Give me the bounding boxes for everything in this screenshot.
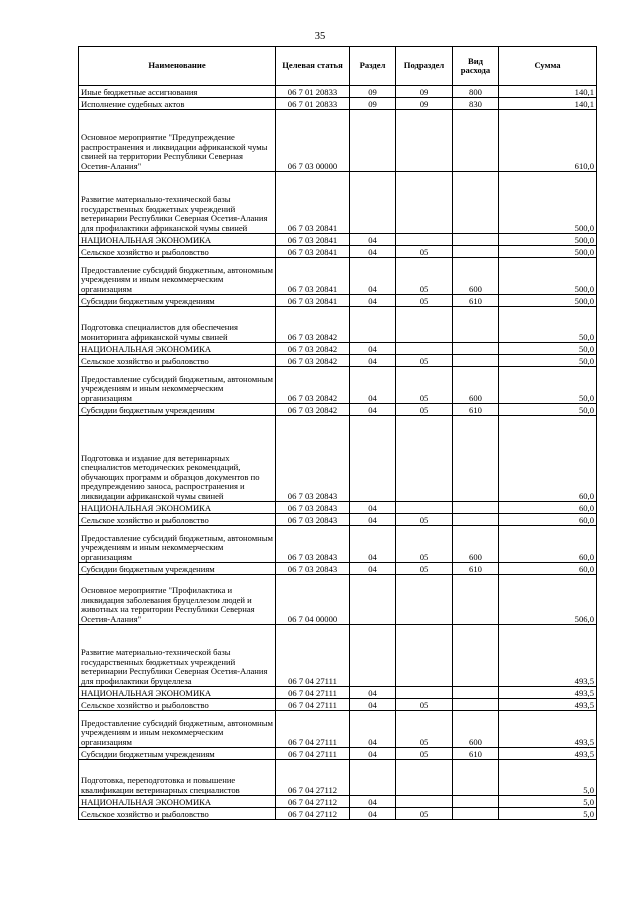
cell-sum: 60,0	[499, 514, 597, 526]
table-row	[79, 367, 597, 404]
cell-expense-type	[453, 687, 499, 699]
cell-expense-type: 610	[453, 563, 499, 575]
cell-subsection	[396, 416, 453, 502]
cell-section: 04	[350, 502, 396, 514]
cell-target: 06 7 03 20842	[276, 343, 350, 355]
cell-sum: 50,0	[499, 307, 597, 343]
table-row	[79, 404, 597, 416]
cell-section: 04	[350, 404, 396, 416]
cell-subsection: 05	[396, 258, 453, 295]
cell-subsection: 05	[396, 404, 453, 416]
table-row	[79, 172, 597, 234]
cell-name: Субсидии бюджетным учреждениям	[79, 563, 276, 575]
cell-target: 06 7 03 20843	[276, 526, 350, 563]
cell-name: Подготовка специалистов для обеспечения мониторинга африканской чумы свиней	[79, 307, 276, 343]
cell-section: 04	[350, 748, 396, 760]
table-row	[79, 234, 597, 246]
table-row	[79, 86, 597, 98]
cell-sum: 500,0	[499, 246, 597, 258]
table-row	[79, 355, 597, 367]
cell-name: НАЦИОНАЛЬНАЯ ЭКОНОМИКА	[79, 234, 276, 246]
cell-sum: 493,5	[499, 625, 597, 687]
cell-subsection	[396, 575, 453, 625]
cell-subsection	[396, 502, 453, 514]
cell-section: 09	[350, 98, 396, 110]
table-row	[79, 748, 597, 760]
cell-sum: 506,0	[499, 575, 597, 625]
cell-subsection: 05	[396, 355, 453, 367]
cell-sum: 50,0	[499, 355, 597, 367]
cell-target: 06 7 03 20842	[276, 355, 350, 367]
cell-expense-type	[453, 514, 499, 526]
cell-sum: 140,1	[499, 98, 597, 110]
cell-name: Подготовка и издание для ветеринарных специалистов методических рекомендаций, обучающих программ и образцов документов по предупреждению заноса, распространения и ликвидации африканской чумы свиней	[79, 416, 276, 502]
cell-subsection: 09	[396, 86, 453, 98]
cell-sum: 60,0	[499, 502, 597, 514]
cell-target: 06 7 03 20843	[276, 416, 350, 502]
cell-name: НАЦИОНАЛЬНАЯ ЭКОНОМИКА	[79, 687, 276, 699]
cell-expense-type	[453, 416, 499, 502]
cell-section: 04	[350, 699, 396, 711]
cell-expense-type	[453, 246, 499, 258]
cell-target: 06 7 03 00000	[276, 110, 350, 172]
cell-sum: 500,0	[499, 258, 597, 295]
cell-name: Развитие материально-технической базы государственных бюджетных учреждений ветеринарии Республики Северная Осетия-Алания для профилактики бруцеллеза	[79, 625, 276, 687]
cell-name: Предоставление субсидий бюджетным, автономным учреждениям и иным некоммерческим организациям	[79, 367, 276, 404]
cell-section: 04	[350, 295, 396, 307]
cell-sum: 5,0	[499, 796, 597, 808]
cell-expense-type	[453, 502, 499, 514]
cell-sum: 493,5	[499, 687, 597, 699]
cell-expense-type: 600	[453, 258, 499, 295]
cell-sum: 500,0	[499, 172, 597, 234]
cell-target: 06 7 04 27112	[276, 808, 350, 820]
cell-subsection	[396, 760, 453, 796]
header-subsection: Подраздел	[396, 47, 453, 86]
cell-expense-type: 830	[453, 98, 499, 110]
cell-section: 09	[350, 86, 396, 98]
cell-section: 04	[350, 343, 396, 355]
table-row	[79, 502, 597, 514]
cell-expense-type	[453, 699, 499, 711]
cell-sum: 5,0	[499, 808, 597, 820]
cell-subsection	[396, 796, 453, 808]
table-row	[79, 110, 597, 172]
cell-sum: 610,0	[499, 110, 597, 172]
table-row	[79, 699, 597, 711]
cell-target: 06 7 03 20841	[276, 258, 350, 295]
cell-section: 04	[350, 526, 396, 563]
cell-subsection: 05	[396, 526, 453, 563]
cell-subsection: 05	[396, 367, 453, 404]
cell-subsection	[396, 307, 453, 343]
cell-name: Субсидии бюджетным учреждениям	[79, 404, 276, 416]
table-row	[79, 526, 597, 563]
cell-subsection	[396, 687, 453, 699]
table-header-row	[79, 47, 597, 86]
cell-target: 06 7 04 27111	[276, 687, 350, 699]
cell-expense-type	[453, 625, 499, 687]
cell-subsection: 05	[396, 699, 453, 711]
table-row	[79, 760, 597, 796]
cell-target: 06 7 03 20841	[276, 172, 350, 234]
cell-expense-type	[453, 307, 499, 343]
cell-name: Сельское хозяйство и рыболовство	[79, 514, 276, 526]
cell-section: 04	[350, 563, 396, 575]
header-target: Целевая статья	[276, 47, 350, 86]
cell-sum: 493,5	[499, 748, 597, 760]
cell-subsection: 05	[396, 808, 453, 820]
cell-sum: 50,0	[499, 404, 597, 416]
cell-expense-type	[453, 343, 499, 355]
cell-sum: 60,0	[499, 563, 597, 575]
cell-sum: 50,0	[499, 343, 597, 355]
cell-name: НАЦИОНАЛЬНАЯ ЭКОНОМИКА	[79, 796, 276, 808]
table-row	[79, 514, 597, 526]
cell-section: 04	[350, 687, 396, 699]
table-body	[79, 86, 597, 820]
cell-subsection	[396, 234, 453, 246]
header-name: Наименование	[79, 47, 276, 86]
table-row	[79, 416, 597, 502]
cell-section	[350, 110, 396, 172]
cell-name: НАЦИОНАЛЬНАЯ ЭКОНОМИКА	[79, 502, 276, 514]
cell-name: Субсидии бюджетным учреждениям	[79, 295, 276, 307]
cell-sum: 140,1	[499, 86, 597, 98]
cell-subsection: 05	[396, 295, 453, 307]
cell-subsection: 05	[396, 514, 453, 526]
cell-name: Сельское хозяйство и рыболовство	[79, 699, 276, 711]
cell-expense-type	[453, 808, 499, 820]
cell-target: 06 7 03 20841	[276, 246, 350, 258]
cell-name: Основное мероприятие "Предупреждение распространения и ликвидации африканской чумы свиней на территории Республики Северная Осетия-Алания"	[79, 110, 276, 172]
cell-sum: 60,0	[499, 416, 597, 502]
cell-section	[350, 760, 396, 796]
cell-name: Исполнение судебных актов	[79, 98, 276, 110]
cell-section: 04	[350, 808, 396, 820]
budget-table	[78, 46, 597, 820]
cell-target: 06 7 04 27111	[276, 748, 350, 760]
cell-subsection	[396, 343, 453, 355]
table-row	[79, 258, 597, 295]
cell-expense-type: 600	[453, 711, 499, 748]
cell-subsection: 05	[396, 563, 453, 575]
table-row	[79, 98, 597, 110]
cell-section	[350, 625, 396, 687]
cell-section: 04	[350, 258, 396, 295]
cell-section	[350, 172, 396, 234]
cell-name: Предоставление субсидий бюджетным, автономным учреждениям и иным некоммерческим организациям	[79, 258, 276, 295]
cell-expense-type: 610	[453, 748, 499, 760]
cell-sum: 50,0	[499, 367, 597, 404]
table-row	[79, 625, 597, 687]
cell-section: 04	[350, 246, 396, 258]
header-section: Раздел	[350, 47, 396, 86]
cell-subsection	[396, 172, 453, 234]
table-row	[79, 295, 597, 307]
cell-expense-type: 600	[453, 367, 499, 404]
cell-name: НАЦИОНАЛЬНАЯ ЭКОНОМИКА	[79, 343, 276, 355]
cell-section: 04	[350, 711, 396, 748]
cell-subsection	[396, 625, 453, 687]
cell-target: 06 7 04 27112	[276, 760, 350, 796]
cell-section	[350, 307, 396, 343]
cell-section: 04	[350, 514, 396, 526]
cell-target: 06 7 03 20843	[276, 563, 350, 575]
cell-name: Сельское хозяйство и рыболовство	[79, 808, 276, 820]
cell-section: 04	[350, 796, 396, 808]
cell-name: Основное мероприятие "Профилактика и ликвидация заболевания бруцеллезом людей и животных на территории Республики Северная Осетия-Алания"	[79, 575, 276, 625]
cell-section	[350, 416, 396, 502]
table-row	[79, 808, 597, 820]
header-sum: Сумма	[499, 47, 597, 86]
cell-name: Подготовка, переподготовка и повышение квалификации ветеринарных специалистов	[79, 760, 276, 796]
cell-target: 06 7 04 27111	[276, 625, 350, 687]
cell-target: 06 7 03 20841	[276, 295, 350, 307]
cell-subsection: 05	[396, 246, 453, 258]
table-row	[79, 687, 597, 699]
cell-name: Предоставление субсидий бюджетным, автономным учреждениям и иным некоммерческим организациям	[79, 526, 276, 563]
cell-name: Сельское хозяйство и рыболовство	[79, 246, 276, 258]
cell-name: Субсидии бюджетным учреждениям	[79, 748, 276, 760]
cell-expense-type	[453, 234, 499, 246]
cell-name: Иные бюджетные ассигнования	[79, 86, 276, 98]
cell-target: 06 7 03 20843	[276, 514, 350, 526]
header-expense-type: Вид расхода	[453, 47, 499, 86]
cell-expense-type	[453, 355, 499, 367]
cell-expense-type: 610	[453, 295, 499, 307]
page-number: 35	[314, 31, 326, 42]
cell-sum: 493,5	[499, 711, 597, 748]
cell-sum: 5,0	[499, 760, 597, 796]
cell-target: 06 7 04 00000	[276, 575, 350, 625]
cell-expense-type	[453, 796, 499, 808]
cell-expense-type	[453, 575, 499, 625]
cell-name: Развитие материально-технической базы государственных бюджетных учреждений ветеринарии Республики Северная Осетия-Алания для профилактики африканской чумы свиней	[79, 172, 276, 234]
cell-target: 06 7 03 20843	[276, 502, 350, 514]
cell-expense-type: 600	[453, 526, 499, 563]
cell-subsection: 05	[396, 748, 453, 760]
cell-target: 06 7 04 27111	[276, 699, 350, 711]
cell-sum: 500,0	[499, 295, 597, 307]
cell-expense-type: 800	[453, 86, 499, 98]
cell-target: 06 7 03 20842	[276, 307, 350, 343]
cell-section	[350, 575, 396, 625]
cell-name: Предоставление субсидий бюджетным, автономным учреждениям и иным некоммерческим организациям	[79, 711, 276, 748]
cell-subsection	[396, 110, 453, 172]
cell-subsection: 09	[396, 98, 453, 110]
cell-target: 06 7 03 20842	[276, 404, 350, 416]
cell-expense-type	[453, 760, 499, 796]
table-row	[79, 307, 597, 343]
table-row	[79, 343, 597, 355]
cell-subsection: 05	[396, 711, 453, 748]
table-row	[79, 246, 597, 258]
cell-section: 04	[350, 367, 396, 404]
cell-sum: 500,0	[499, 234, 597, 246]
table-row	[79, 575, 597, 625]
table-row	[79, 563, 597, 575]
cell-sum: 60,0	[499, 526, 597, 563]
cell-target: 06 7 04 27112	[276, 796, 350, 808]
cell-expense-type: 610	[453, 404, 499, 416]
table-row	[79, 711, 597, 748]
cell-target: 06 7 03 20841	[276, 234, 350, 246]
cell-section: 04	[350, 234, 396, 246]
cell-expense-type	[453, 172, 499, 234]
cell-sum: 493,5	[499, 699, 597, 711]
cell-name: Сельское хозяйство и рыболовство	[79, 355, 276, 367]
table-row	[79, 796, 597, 808]
cell-target: 06 7 01 20833	[276, 98, 350, 110]
cell-target: 06 7 01 20833	[276, 86, 350, 98]
cell-section: 04	[350, 355, 396, 367]
cell-target: 06 7 03 20842	[276, 367, 350, 404]
cell-expense-type	[453, 110, 499, 172]
cell-target: 06 7 04 27111	[276, 711, 350, 748]
